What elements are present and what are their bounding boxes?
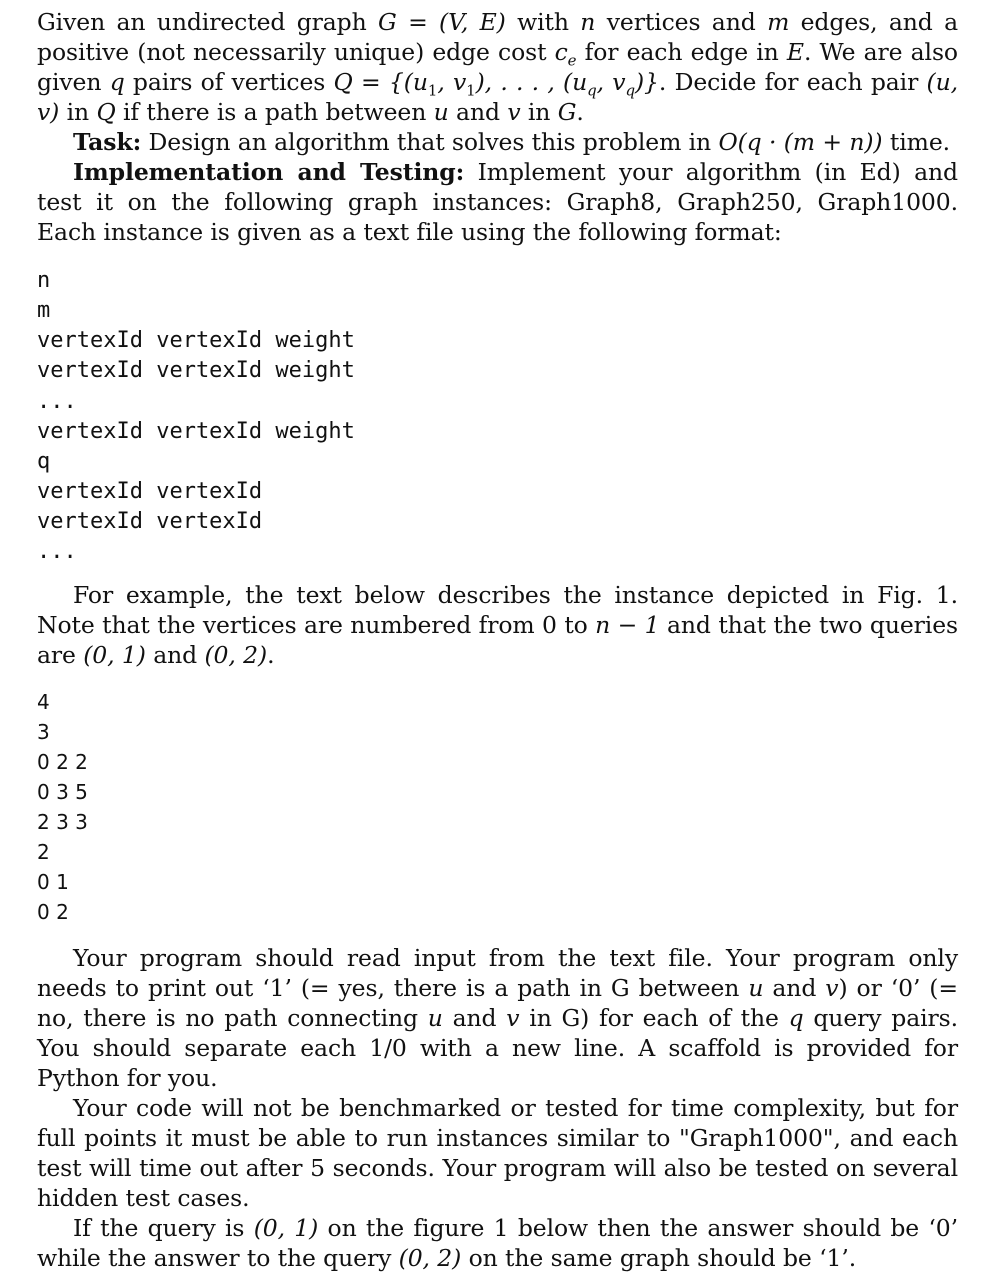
example-text-2: and that the two queries are — [37, 611, 958, 669]
var-v: v — [507, 98, 521, 126]
program-var-u2: u — [427, 1004, 443, 1032]
implementation-text: Implement your algorithm (in Ed) and test it on the following graph instances: Graph8, Graph250, Graph1000. Each instance is given as a text file using the following format: — [37, 158, 958, 246]
format-line: vertexId vertexId — [37, 479, 263, 504]
example-line: 3 — [37, 720, 50, 744]
example-line: 0 2 — [37, 900, 69, 924]
intro-text-10: if there is a path between — [115, 98, 434, 126]
var-c: c — [554, 38, 568, 66]
example-text-1: For example, the text below describes the instance depicted in Fig. 1. Note that the vertices are numbered from 0 to — [37, 581, 958, 639]
var-G: G — [557, 98, 577, 126]
range-end: n − 1 — [595, 611, 660, 639]
task-label: Task: — [73, 128, 142, 156]
intro-text-6: . We are also given — [37, 38, 958, 96]
intro-text-4: edges, and a positive (not necessarily unique) edge cost — [37, 8, 958, 66]
sub-3: q — [587, 81, 597, 100]
intro-text-2: with — [505, 8, 581, 36]
format-line: m — [37, 298, 51, 323]
task-complexity: O(q · (m + n)) — [718, 128, 883, 156]
example-text-3: and — [145, 641, 205, 669]
example-line: 2 3 3 — [37, 810, 88, 834]
intro-text-12: in — [520, 98, 558, 126]
format-line: vertexId vertexId weight — [37, 358, 355, 383]
figure-note-paragraph — [37, 1213, 958, 1273]
intro-text — [37, 7, 958, 127]
query-set-def: Q = {(u — [333, 68, 428, 96]
figure-note-query-1: (0, 1) — [253, 1214, 319, 1242]
program-var-v2: v — [506, 1004, 520, 1032]
var-u: u — [433, 98, 449, 126]
query-set-part-2: ), . . . , (u — [475, 68, 588, 96]
example-input-block — [37, 687, 958, 927]
figure-note-text-2: on the figure 1 below then the answer should be ‘0’ while the answer to the query — [37, 1214, 958, 1272]
example-line: 4 — [37, 690, 50, 714]
program-text-5: in G) for each of the — [519, 1004, 789, 1032]
implementation-label: Implementation and Testing: — [73, 158, 465, 186]
sub-4: q — [625, 81, 635, 100]
var-n: n — [580, 8, 596, 36]
format-line: n — [37, 268, 51, 293]
format-line: q — [37, 449, 51, 474]
format-code-block — [37, 266, 958, 567]
format-line: vertexId vertexId weight — [37, 419, 355, 444]
task-text: Design an algorithm that solves this problem in — [141, 128, 719, 156]
task-paragraph — [37, 127, 958, 157]
example-query-2: (0, 2) — [204, 641, 268, 669]
format-line: ... — [37, 539, 77, 564]
figure-note-text-3: on the same graph should be ‘1’. — [461, 1244, 857, 1272]
program-text-1: Your program should read input from the text file. Your program only needs to print out ‘1’ (= yes, there is a path in G between — [37, 944, 958, 1002]
intro-text-1: Given an undirected graph — [37, 8, 379, 36]
task-end: time. — [882, 128, 950, 156]
program-instructions — [37, 943, 958, 1273]
intro-text-5: for each edge in — [576, 38, 787, 66]
example-text — [37, 580, 958, 670]
example-paragraph — [37, 580, 958, 670]
benchmark-text: Your code will not be benchmarked or tested for time complexity, but for full points it must be able to run instances similar to "Graph1000", and each test will time out after 5 seconds. Your program will also be tested on several hidden test cases. — [37, 1094, 958, 1212]
program-var-q: q — [788, 1004, 804, 1032]
program-text-3: ) or ‘0’ (= no, there is no path connecting — [37, 974, 958, 1032]
var-Q: Q — [96, 98, 116, 126]
example-query-1: (0, 1) — [83, 641, 146, 669]
intro-text-13: . — [576, 98, 584, 126]
intro-text-3: vertices and — [595, 8, 768, 36]
program-var-u: u — [748, 974, 764, 1002]
example-line: 2 — [37, 840, 50, 864]
query-set-part-3: , v — [596, 68, 626, 96]
format-line: vertexId vertexId — [37, 509, 263, 534]
example-line: 0 2 2 — [37, 750, 88, 774]
intro-text-8: . Decide for each pair — [658, 68, 927, 96]
example-text-4: . — [267, 641, 275, 669]
program-text-2: and — [763, 974, 826, 1002]
intro-paragraph — [37, 7, 958, 247]
program-text-4: and — [442, 1004, 507, 1032]
var-c-subscript: e — [567, 51, 577, 70]
benchmark-paragraph — [37, 1093, 958, 1213]
example-line: 0 3 5 — [37, 780, 88, 804]
sub-2: 1 — [466, 81, 476, 100]
intro-text-11: and — [448, 98, 508, 126]
program-paragraph — [37, 943, 958, 1093]
figure-note-query-2: (0, 2) — [398, 1244, 462, 1272]
format-line: vertexId vertexId weight — [37, 328, 355, 353]
implementation-paragraph — [37, 157, 958, 247]
intro-text-7: pairs of vertices — [124, 68, 334, 96]
program-var-v: v — [825, 974, 839, 1002]
format-line: ... — [37, 389, 77, 414]
var-E: E — [786, 38, 804, 66]
intro-text-9: in — [59, 98, 97, 126]
var-q: q — [109, 68, 125, 96]
query-set-part-1: , v — [437, 68, 467, 96]
pair-uv: (u, v) — [37, 68, 959, 126]
figure-note-text-1: If the query is — [73, 1214, 254, 1242]
var-m: m — [767, 8, 790, 36]
example-line: 0 1 — [37, 870, 69, 894]
query-set-part-4: )} — [634, 68, 659, 96]
program-text-6: query pairs. You should separate each 1/0 with a new line. A scaffold is provided for Python for you. — [37, 1004, 958, 1092]
sub-1: 1 — [427, 81, 438, 100]
graph-definition: G = (V, E) — [378, 8, 506, 36]
